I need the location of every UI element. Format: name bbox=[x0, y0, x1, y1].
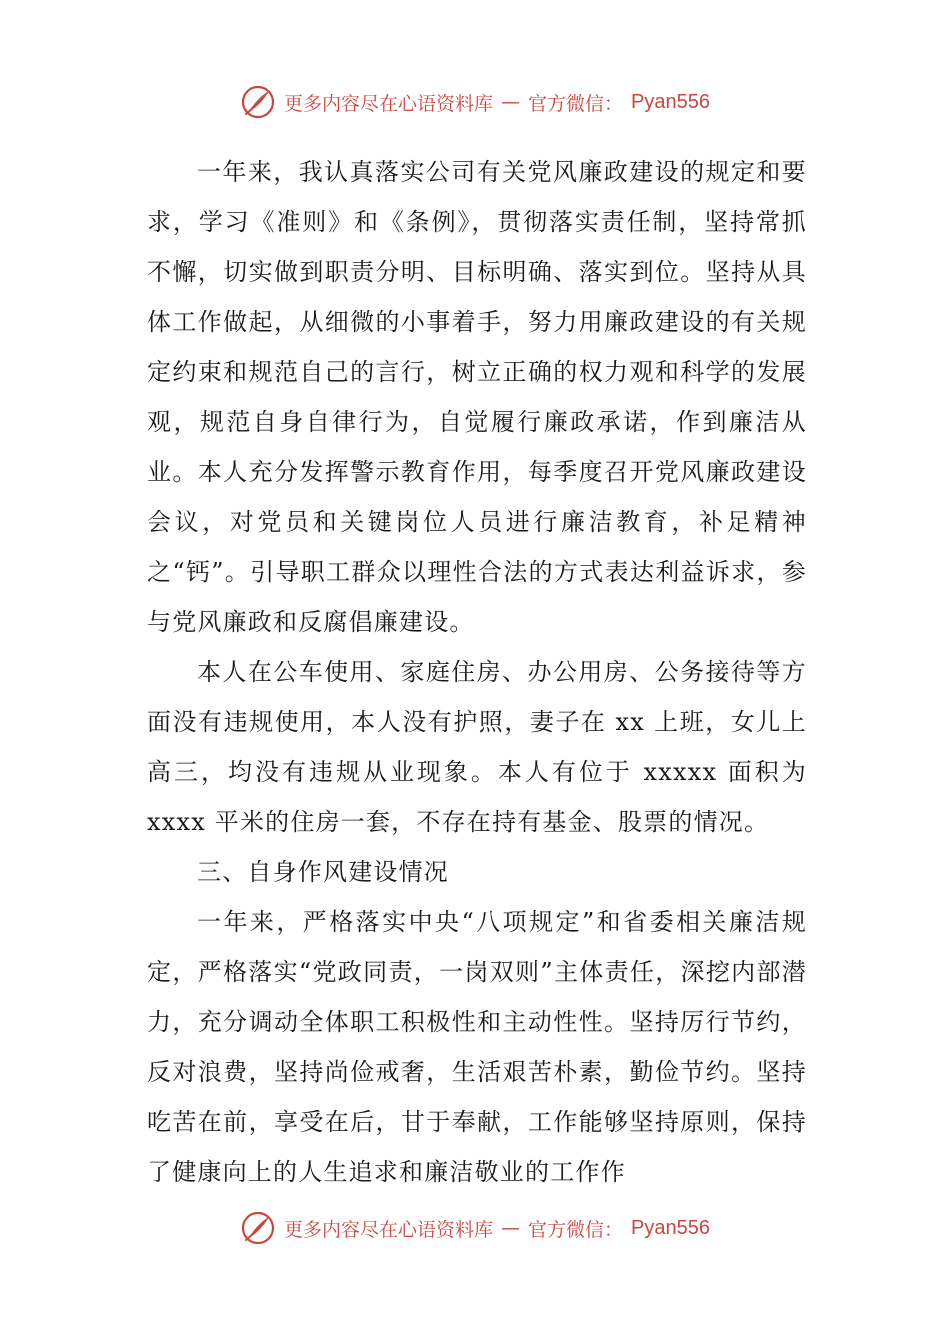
header-watermark-banner bbox=[0, 82, 950, 122]
banner-slogan: 更多内容尽在心语资料库 bbox=[284, 92, 494, 115]
banner-wechat-id: Pyan556 bbox=[631, 1216, 710, 1239]
footer-watermark-banner bbox=[0, 1208, 950, 1248]
banner-slogan: 更多内容尽在心语资料库 bbox=[284, 1218, 494, 1241]
banner-dash: — bbox=[501, 91, 521, 113]
banner-wechat-label: 官方微信： bbox=[528, 92, 624, 115]
body-text bbox=[147, 147, 807, 1197]
section-heading: 三、自身作风建设情况 bbox=[197, 858, 449, 886]
paragraph-1: 一年来，我认真落实公司有关党风廉政建设的规定和要求，学习《准则》和《条例》，贯彻落实责任制，坚持常抓不懈，切实做到职责分明、目标明确、落实到位。坚持从具体工作做起，从细微的小事着手，努力用廉政建设的有关规定约束和规范自己的言行，树立正确的权力观和科学的发展观，规范自身自律行为，自觉履行廉政承诺，作到廉洁从业。本人充分发挥警示教育作用，每季度召开党风廉政建设会议，对党员和关键岗位人员进行廉洁教育，补足精神之“钙”。引导职工群众以理性合法的方式表达利益诉求，参与党风廉政和反腐倡廉建设。 bbox=[147, 158, 807, 636]
paragraph-2: 本人在公车使用、家庭住房、办公用房、公务接待等方面没有违规使用，本人没有护照，妻子在 xx 上班，女儿上高三，均没有违规从业现象。本人有位于 xxxxx 面积为 xxxx 平米的住房一套，不存在持有基金、股票的情况。 bbox=[147, 658, 807, 836]
banner-wechat-id: Pyan556 bbox=[631, 90, 710, 113]
paragraph-3: 一年来，严格落实中央“八项规定”和省委相关廉洁规定，严格落实“党政同责，一岗双则”主体责任，深挖内部潜力，充分调动全体职工积极性和主动性性。坚持厉行节约，反对浪费，坚持尚俭戒奢，生活艰苦朴素，勤俭节约。坚持吃苦在前，享受在后，甘于奉献，工作能够坚持原则，保持了健康向上的人生追求和廉洁敬业的工作作 bbox=[147, 908, 807, 1186]
quill-logo-icon bbox=[240, 84, 276, 120]
banner-dash: — bbox=[501, 1217, 521, 1239]
quill-logo-icon bbox=[240, 1210, 276, 1246]
banner-wechat-label: 官方微信： bbox=[528, 1218, 624, 1241]
